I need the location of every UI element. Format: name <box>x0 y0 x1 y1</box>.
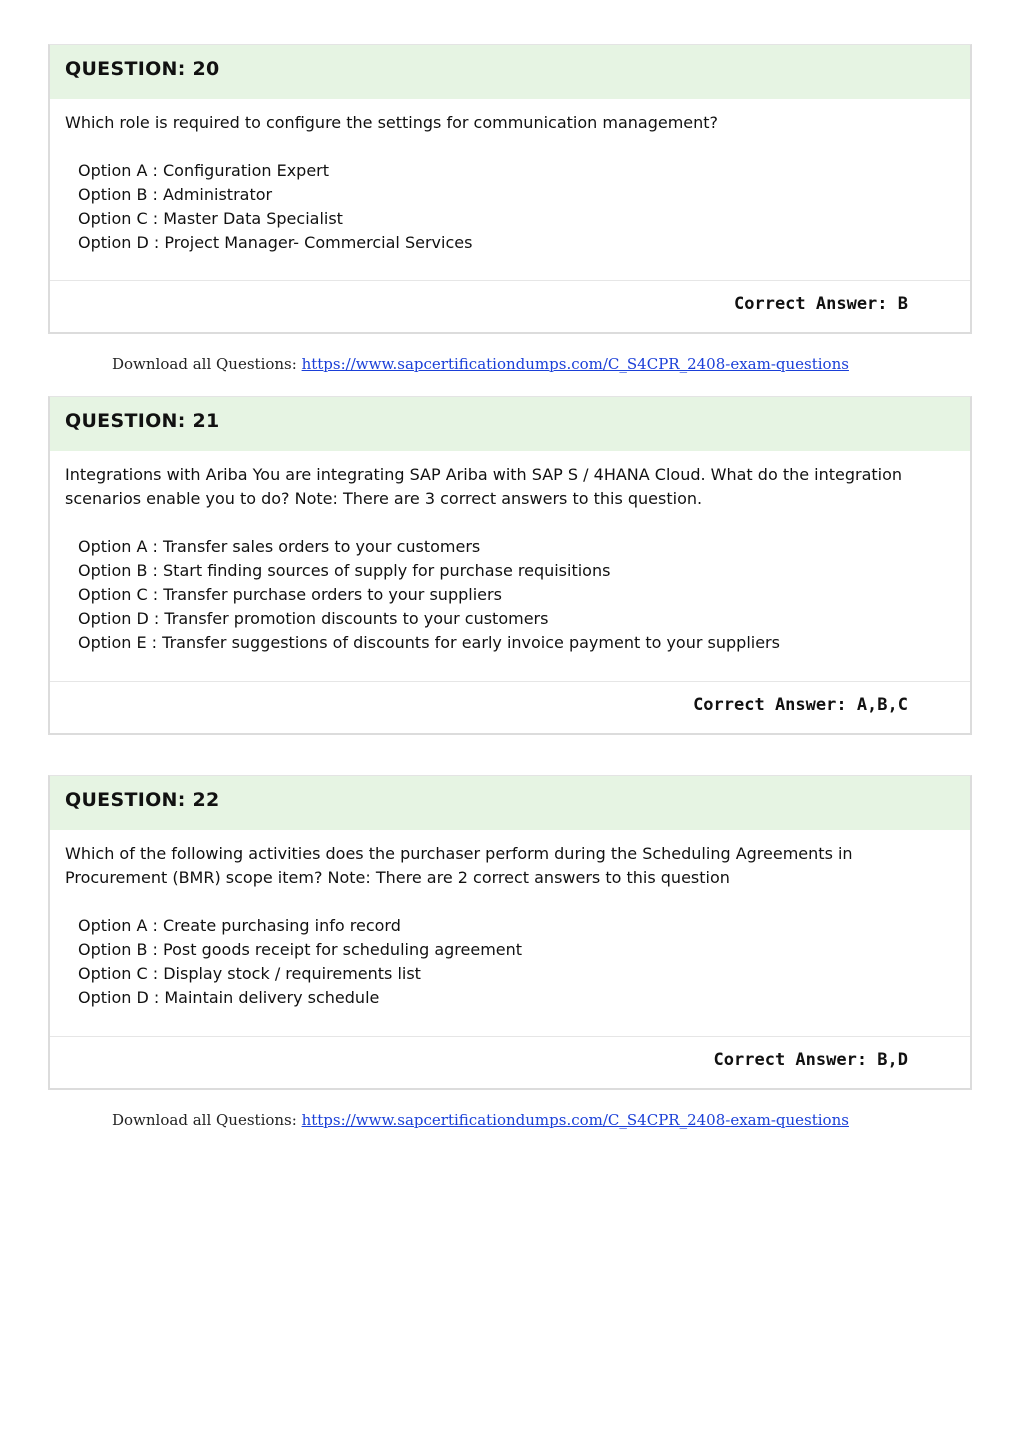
correct-answer: Correct Answer: A,B,C <box>50 681 970 733</box>
question-heading: QUESTION: 21 <box>50 397 970 451</box>
question-card-21 <box>48 396 972 735</box>
option-d: Option D : Transfer promotion discounts to your customers <box>78 609 549 628</box>
option-d: Option D : Project Manager- Commercial Services <box>78 233 473 252</box>
download-label: Download all Questions: <box>112 355 297 373</box>
question-text: Integrations with Ariba You are integrating SAP Ariba with SAP S / 4HANA Cloud. What do the integration scenarios enable you to do? Note: There are 3 correct answers to this question. <box>65 465 903 508</box>
options-list <box>78 159 955 255</box>
option-b: Option B : Administrator <box>78 185 273 204</box>
question-body <box>50 451 970 655</box>
option-c: Option C : Transfer purchase orders to your suppliers <box>78 585 502 604</box>
option-a: Option A : Configuration Expert <box>78 161 330 180</box>
correct-answer: Correct Answer: B,D <box>50 1036 970 1088</box>
question-body <box>50 99 970 255</box>
options-list <box>78 914 955 1010</box>
download-line <box>112 355 849 373</box>
download-link[interactable]: https://www.sapcertificationdumps.com/C_S4CPR_2408-exam-questions <box>301 355 849 373</box>
download-link[interactable]: https://www.sapcertificationdumps.com/C_S4CPR_2408-exam-questions <box>301 1111 849 1129</box>
question-text: Which of the following activities does the purchaser perform during the Scheduling Agreements in Procurement (BMR) scope item? Note: There are 2 correct answers to this question <box>65 844 853 887</box>
option-e: Option E : Transfer suggestions of discounts for early invoice payment to your suppliers <box>78 633 780 652</box>
download-label: Download all Questions: <box>112 1111 297 1129</box>
options-list <box>78 535 955 655</box>
question-body <box>50 830 970 1010</box>
option-a: Option A : Transfer sales orders to your customers <box>78 537 481 556</box>
question-card-20 <box>48 44 972 334</box>
correct-answer: Correct Answer: B <box>50 280 970 332</box>
download-line <box>112 1111 849 1129</box>
question-heading: QUESTION: 20 <box>50 45 970 99</box>
option-b: Option B : Start finding sources of supply for purchase requisitions <box>78 561 611 580</box>
question-heading: QUESTION: 22 <box>50 776 970 830</box>
option-c: Option C : Display stock / requirements list <box>78 964 421 983</box>
question-text: Which role is required to configure the settings for communication management? <box>65 113 719 132</box>
option-b: Option B : Post goods receipt for scheduling agreement <box>78 940 523 959</box>
question-card-22 <box>48 775 972 1090</box>
option-c: Option C : Master Data Specialist <box>78 209 343 228</box>
option-d: Option D : Maintain delivery schedule <box>78 988 380 1007</box>
option-a: Option A : Create purchasing info record <box>78 916 401 935</box>
